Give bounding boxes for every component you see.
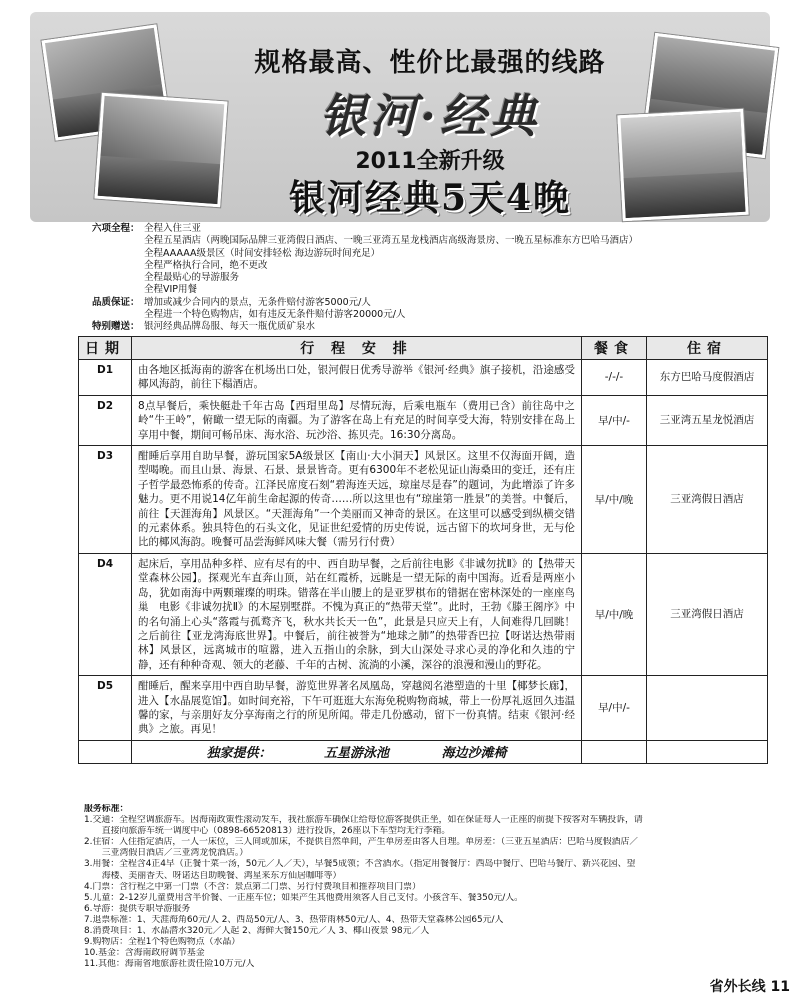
feature-label: 特别赠送：	[92, 321, 140, 333]
day-cell: D1	[79, 360, 132, 396]
note-line: 4.门票：含行程之中第一门票（不含：景点第二门票、另行付费项目和推荐项目门票）	[84, 881, 421, 892]
upgrade-tagline: 2011全新升级	[355, 149, 505, 174]
day-cell: D5	[79, 676, 132, 741]
note-line: 三亚湾假日酒店／三亚湾龙悦酒店。）	[84, 848, 249, 859]
brand-logo: 银河·经典	[319, 89, 540, 143]
exclusive-spacer	[582, 740, 647, 763]
itinerary-cell: 8点早餐后，乘快艇赴千年古岛【西瑁里岛】尽情玩海，后乘电瓶车（费用已含）前往岛中之岭“牛王岭”，俯瞰一望无际的南疆。为了游客在岛上有充足的时间享受大海，特别安排在岛上享用中餐，期间可畅吊床、海水浴、玩沙浴、拣贝壳。16:30分离岛。	[132, 395, 582, 445]
feature-item: 全程五星酒店（两晚国际品牌三亚湾假日酒店、一晚三亚湾五星龙栈酒店高级海景房、一晚五星标准东方巴哈马酒店）	[144, 235, 639, 247]
hotel-cell: 三亚湾五星龙悦酒店	[647, 395, 768, 445]
itinerary-cell: 起床后，享用品种多样、应有尽有的中、西自助早餐，之后前往电影《非诚勿扰Ⅱ》的【热带天堂森林公园】。探观光车直奔山顶，站在红霞桥，远眺是一望无际的南中国海。近看是两座小岛，犹如南海中两颗璀璨的明珠。错落在半山腰上的是亚罗棋布的错据在密林深处的一座座鸟巢 电影《非诚勿扰Ⅱ》的木屋别墅群。不愧为真正的“热带天堂”。此时，王勃《滕王阁序》中的名句涌上心头“落霞与孤鹜齐飞，秋水共长天一色”，此景是只应天上有，人间难得几回眺！之后前往【亚龙湾海底世界】。中餐后，前往被誉为“地球之肺”的热带香巴拉【呀诺达热带雨林】风景区，远离城市的喧嚣，进入五指山的余脉，到大山深处寻求心灵的净化和久违的宁静，还有种种奇观、领大的老藤、千年的古树、流淌的小溪，深谷的浪漫和漫山的野花。	[132, 553, 582, 675]
note-line: 11.其他：海南省地旅游社责任险10万元/人	[84, 959, 255, 970]
hotel-cell: 三亚湾假日酒店	[647, 446, 768, 554]
feature-group	[92, 223, 782, 297]
feature-item: 全程最贴心的导游服务	[144, 272, 240, 284]
feature-group	[92, 297, 782, 322]
feature-items	[144, 297, 782, 322]
features-section	[92, 223, 782, 334]
feature-item: 增加或减少合同内的景点，无条件赔付游客5000元/人	[144, 296, 371, 308]
exclusive-label: 独家提供：	[206, 746, 272, 762]
feature-label: 六项全程：	[92, 223, 140, 234]
feature-item: 全程AAAAA级景区（时间安排轻松 海边游玩时间充足）	[144, 247, 381, 259]
note-line: 海楼、美丽香天、呀诺达自助晚餐、鸿星来东方仙居咖啡等）	[84, 870, 342, 881]
feature-group	[92, 321, 782, 333]
meal-cell: 早/中/-	[582, 395, 647, 445]
table-header-row	[79, 337, 768, 360]
itinerary-table	[78, 336, 768, 764]
itinerary-cell: 酣睡后享用自助早餐，游玩国家5A级景区【南山·大小洞天】风景区。这里不仅海面开阔，造型喝晚。而且山景、海景、石景、景景皆奇。更有6300年不老松见证山海桑田的变迁，还有庄子哲学最恐怖系的传奇。江泽民席度石刻“碧海连天远，琼崖尽是春”的题词，为此增添了许多魅力。更不用说14亿年前生命起源的传奇……所以这里也有“琼崖第一胜景”的美誉。中餐后，前往【天涯海角】风景区。“天涯海角”一个美丽而又神奇的景区。在这里可以感受到纵横交错的元素体系。独具特色的石头文化，见证世纪爱情的历史传说，远古留下的坎坷身世，无与伦比的椰风海韵。晚餐可品尝海鲜风味大餐（需另行付费）	[132, 446, 582, 554]
table-row	[79, 395, 768, 445]
note-line: 3.用餐：全程含4正4早（正餐十菜一汤，50元／人／天），早餐5成领；不含酒水。（指定用餐餐厅：西岛中餐厅、巴哈马餐厅、新兴花园、望	[84, 859, 636, 870]
hotel-cell	[647, 676, 768, 741]
feature-item: 全程入住三亚	[144, 223, 202, 234]
feature-item: 全程VIP用餐	[144, 284, 198, 296]
page-footer: 省外长线 11	[709, 979, 790, 995]
header-banner	[30, 12, 770, 222]
hotel-cell: 三亚湾假日酒店	[647, 553, 768, 675]
note-line: 2.住宿：入住指定酒店，一人一床位，三人间或加床，不提供自然单间，产生单房差由客人自理。单房差：（三亚五星酒店：巴哈马度假酒店／	[84, 837, 639, 848]
column-header-date: 日期	[79, 337, 132, 360]
column-header-itinerary: 行 程 安 排	[132, 337, 582, 360]
exclusive-row	[79, 740, 768, 763]
note-line: 6.导游：提供专职导游服务	[84, 903, 191, 914]
day-cell: D3	[79, 446, 132, 554]
beach-hut-photo	[617, 109, 748, 221]
note-line: 直接向旅游车统一调度中心（0898-66520813）进行投诉，26座以下车型均无行李箱。	[84, 826, 451, 837]
table-row	[79, 360, 768, 396]
note-line: 9.购物店：全程1个特色购物点（水晶）	[84, 937, 241, 948]
table-row	[79, 553, 768, 675]
notes-title: 服务标准：	[84, 804, 129, 814]
column-header-meals: 餐食	[582, 337, 647, 360]
meal-cell: 早/中/晚	[582, 446, 647, 554]
exclusive-item: 海边沙滩椅	[441, 746, 507, 762]
feature-items	[144, 321, 782, 333]
feature-item: 全程严格执行合同，绝不更改	[144, 259, 268, 271]
beach-hotel-photo	[94, 93, 227, 208]
exclusive-spacer	[647, 740, 768, 763]
feature-label: 品质保证：	[92, 296, 140, 308]
exclusive-offer	[132, 740, 582, 763]
feature-item: 银河经典品牌岛服、每天一瓶优质矿泉水	[144, 321, 316, 333]
day-cell: D2	[79, 395, 132, 445]
table-row	[79, 676, 768, 741]
feature-items	[144, 223, 782, 297]
meal-cell: 早/中/晚	[582, 553, 647, 675]
itinerary-cell: 由各地区抵海南的游客在机场出口处，银河假日优秀导游举《银河·经典》旗子接机，沿途感受椰风海韵，前往下榻酒店。	[132, 360, 582, 396]
note-line: 7.退票标准：1、天涯海角60元/人 2、西岛50元/人、3、热带雨林50元/人、4、热带天堂森林公园65元/人	[84, 914, 504, 925]
exclusive-item: 五星游泳池	[323, 746, 389, 762]
note-line: 8.消费项目：1、水晶潜水320元／人起 2、海鲜大餐150元／人 3、椰山夜景 98元／人	[84, 926, 430, 937]
meal-cell: 早/中/-	[582, 676, 647, 741]
itinerary-cell: 酣睡后，醒来享用中西自助早餐，游览世界著名凤凰岛，穿越阅名港塑造的十里【椰梦长廊】，进入【水晶展览馆】。如时间充裕，下午可逛逛大东海免税购物商城，带上一份厚礼返回久违温馨的家，与亲朋好友分享海南之行的所见所闻。带走几份感动，留下一份真情。结束《银河·经典》之旅。再见！	[132, 676, 582, 741]
headline: 规格最高、性价比最强的线路	[254, 48, 606, 78]
day-cell: D4	[79, 553, 132, 675]
meal-cell: -/-/-	[582, 360, 647, 396]
note-line: 1.交通：全程空调旅游车。因海南政策性滚动发车，我社旅游车确保让给每位游客提供正坐，如在保证每人一正座的前提下按客对车辆投诉，请	[84, 815, 643, 826]
exclusive-spacer	[79, 740, 132, 763]
hotel-cell: 东方巴哈马度假酒店	[647, 360, 768, 396]
service-notes	[84, 804, 784, 970]
table-row	[79, 446, 768, 554]
trip-title: 银河经典5天4晚	[288, 177, 572, 219]
note-line: 5.儿童：2-12岁儿童费用含半价餐、一正座车位；如果产生其他费用须客人自己支付。小孩含车、餐350元/人。	[84, 892, 524, 903]
note-line: 10.基金：含海南政府调节基金	[84, 948, 205, 959]
feature-item: 全程进一个特色购物店，如有违反无条件赔付游客20000元/人	[144, 309, 406, 321]
column-header-hotel: 住宿	[647, 337, 768, 360]
